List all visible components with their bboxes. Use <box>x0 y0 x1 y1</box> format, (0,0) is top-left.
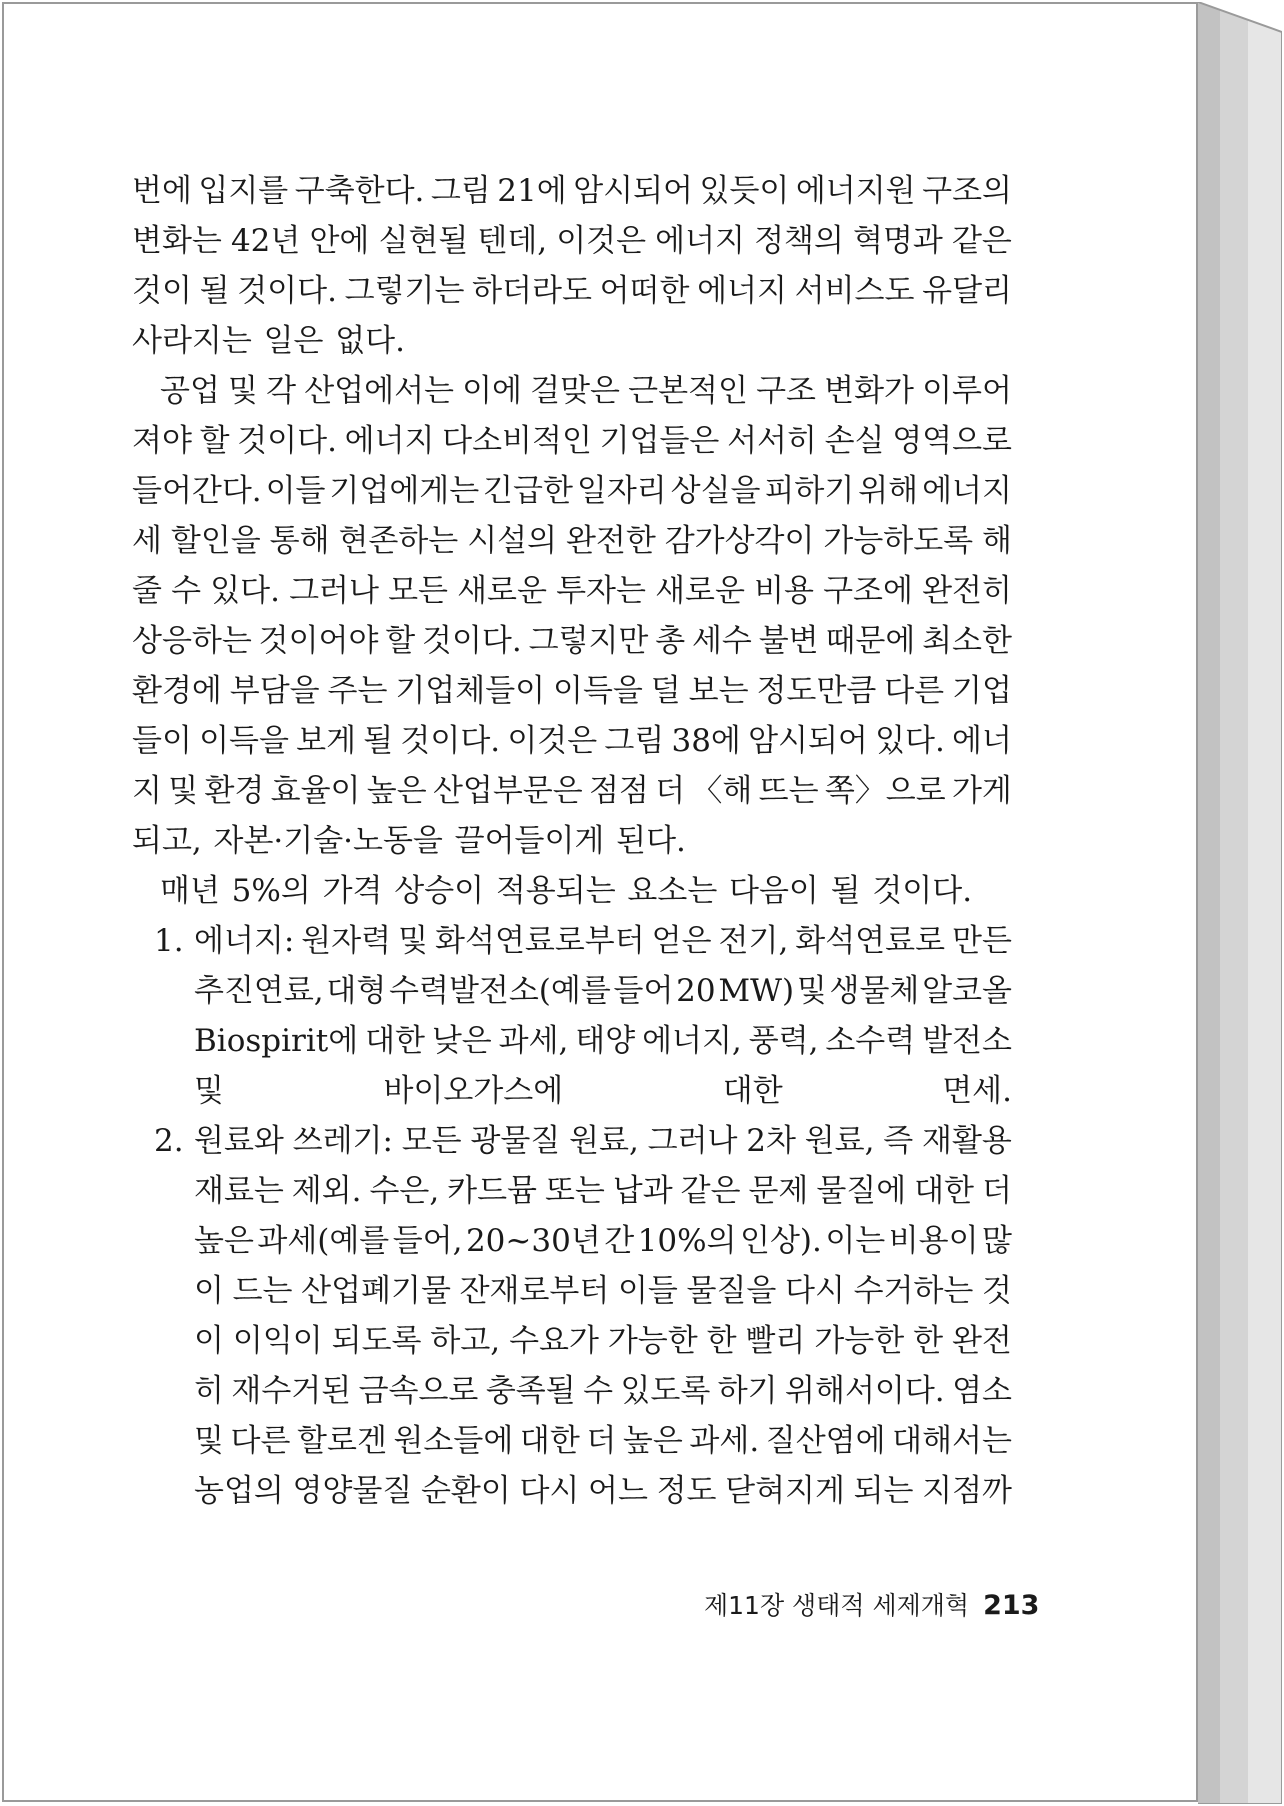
word: 기업 <box>952 673 1012 709</box>
word: 대한 <box>365 1023 425 1059</box>
word: 환경 <box>204 773 265 809</box>
word: 피하기 <box>764 473 855 509</box>
word: 산업에서는 <box>304 373 454 409</box>
word: 요소는 <box>627 873 718 909</box>
word: 발전소 <box>922 1023 1012 1059</box>
word: 구조에 <box>823 573 913 609</box>
text-line <box>132 416 1012 466</box>
word: 다소비적인 <box>442 423 592 459</box>
word: 이 <box>194 1323 224 1359</box>
word: 하고, <box>430 1323 501 1359</box>
word: 다음이 <box>729 873 819 909</box>
word: 원료, <box>804 1123 875 1159</box>
word: 그러나 <box>647 1123 738 1159</box>
word: 20~30년 <box>465 1223 601 1259</box>
word: 이들 <box>265 473 326 509</box>
word: 가게 <box>951 773 1012 809</box>
word: 현존하는 <box>338 523 459 559</box>
word: 정도 <box>656 1473 717 1509</box>
word: 것이다. <box>237 273 337 309</box>
word: 에너지 <box>344 423 435 459</box>
word: 쪽〉으로 <box>824 773 946 809</box>
word: 시설의 <box>467 523 558 559</box>
word: 할로겐 <box>297 1423 387 1459</box>
word: 높은 <box>366 773 427 809</box>
word: 주는 <box>327 673 388 709</box>
word: 및 <box>398 923 429 959</box>
word: 제외. <box>291 1173 362 1209</box>
word: 및 <box>168 773 199 809</box>
word: 바이오가스에 <box>383 1073 564 1109</box>
word: 총 <box>655 623 686 659</box>
running-footer <box>704 1586 1040 1622</box>
word: 에너지 <box>655 223 745 259</box>
word: 및 <box>228 373 258 409</box>
word: 될 <box>199 273 230 309</box>
text-line <box>132 166 1012 216</box>
word: 히 <box>194 1373 224 1409</box>
word: 변화는 <box>132 223 222 259</box>
word: 추진연료, <box>194 973 324 1009</box>
word: 번에 <box>132 173 192 209</box>
word: 상응하는 <box>132 623 252 659</box>
list-item-line <box>132 966 1012 1016</box>
word: 더 <box>981 1173 1012 1209</box>
word: 감가상각이 <box>664 523 815 559</box>
word: 납과 <box>612 1173 673 1209</box>
word: 얻은 <box>651 923 712 959</box>
word: 들어 <box>613 973 674 1009</box>
word: 닫혀지게 <box>725 1473 845 1509</box>
word: 어떠한 <box>599 273 690 309</box>
word: 실현될 <box>378 223 469 259</box>
word: 화석연료로부터 <box>435 923 645 959</box>
word: 카드뮴 <box>447 1173 537 1209</box>
word: 되도록 <box>331 1323 422 1359</box>
word: 보게 <box>296 723 357 759</box>
word: 것이어야 <box>258 623 379 659</box>
list-item-line <box>132 1066 1012 1116</box>
word: 기업에게는 <box>329 473 480 509</box>
word: 에너지 <box>697 273 787 309</box>
word: 같은 <box>680 1173 741 1209</box>
list-lead: 1. 에너지: <box>154 916 294 966</box>
word: 혁명과 <box>853 223 943 259</box>
word: 손실 <box>824 423 885 459</box>
word: 순환이 <box>420 1473 511 1509</box>
word: 것이다. <box>237 423 337 459</box>
word: 및 <box>194 1423 224 1459</box>
word: 가격 <box>322 873 383 909</box>
word: 줄 <box>132 573 162 609</box>
word: 암시되어 <box>573 173 693 209</box>
word: 기업들은 <box>599 423 720 459</box>
word: 염소 <box>952 1373 1012 1409</box>
word: 38에 <box>671 723 741 759</box>
word: 할인을 <box>170 523 261 559</box>
word: 질산염에 <box>765 1423 886 1459</box>
word: 수요가 <box>509 1323 599 1359</box>
word: 끌어들이게 <box>454 823 605 859</box>
word: 없다. <box>335 323 405 359</box>
word: 가능한 <box>814 1323 905 1359</box>
word: 또는 <box>544 1173 605 1209</box>
word: 대한 <box>519 1423 580 1459</box>
word: 만든 <box>952 923 1012 959</box>
word: 공업 <box>160 373 220 409</box>
word: 정도만큼 <box>756 673 877 709</box>
word: 재활용 <box>922 1123 1012 1159</box>
word: 것이다. <box>872 873 973 909</box>
chapter-title: 제11장 생태적 세제개혁 <box>704 1591 970 1620</box>
word: 완전한 <box>565 523 656 559</box>
word: 높은 <box>194 1223 254 1259</box>
word: 이에 <box>462 373 523 409</box>
word: MW) <box>718 973 795 1009</box>
word: 되는 <box>853 1473 914 1509</box>
word: 지 <box>132 773 162 809</box>
word: 과세(예를 <box>257 1223 390 1259</box>
text-line <box>132 566 1012 616</box>
word: 들이 <box>132 723 192 759</box>
word: 재료는 <box>194 1173 284 1209</box>
book-edge <box>1198 2 1282 1804</box>
word: 다시 <box>785 1273 845 1309</box>
word: 많 <box>982 1223 1012 1259</box>
word: 더 <box>655 773 686 809</box>
word: 화석연료로 <box>795 923 946 959</box>
word: 서비스도 <box>794 273 915 309</box>
word: 되고, <box>132 823 202 859</box>
word: 있도록 <box>620 1373 711 1409</box>
word: 될 <box>363 723 394 759</box>
word: 텐데, <box>477 223 548 259</box>
word: 통해 <box>269 523 330 559</box>
list-item-line <box>132 1366 1012 1416</box>
word: 다른 <box>884 673 945 709</box>
word: 영역으로 <box>892 423 1012 459</box>
list-item-first-line <box>132 1116 1012 1166</box>
word: 들어간다. <box>132 473 262 509</box>
word: 이것은 <box>507 723 598 759</box>
word: 있다. <box>210 573 280 609</box>
list-item-line <box>132 1466 1012 1516</box>
word: 덜 <box>650 673 681 709</box>
text-line <box>132 516 1012 566</box>
word: 낮은 <box>431 1023 492 1059</box>
word: 수거하는 <box>853 1273 974 1309</box>
list-lead: 2. 원료와 <box>154 1116 284 1166</box>
word: 10%의 <box>637 1223 737 1259</box>
word: 이익이 <box>232 1323 323 1359</box>
text-line <box>132 366 1012 416</box>
word: 생물체 <box>829 973 920 1009</box>
list-item-line <box>132 1166 1012 1216</box>
list-item-line <box>132 1316 1012 1366</box>
word: 수력발전소(예를 <box>389 973 611 1009</box>
book-page <box>2 2 1198 1802</box>
word: 수 <box>171 573 202 609</box>
word: 간 <box>604 1223 635 1259</box>
word: 어느 <box>588 1473 648 1509</box>
word: 21에 <box>497 173 567 209</box>
word: 드는 <box>232 1273 293 1309</box>
word: 에너지, <box>642 1023 742 1059</box>
word: 이는 <box>825 1223 886 1259</box>
word: 있듯이 <box>699 173 790 209</box>
word: 금속으로 <box>358 1373 479 1409</box>
word: 과세. <box>689 1423 760 1459</box>
list-item-line <box>132 1416 1012 1466</box>
word: 모든 <box>388 573 448 609</box>
word: 같은 <box>951 223 1012 259</box>
word: 위해서이다. <box>785 1373 945 1409</box>
word: 안에 <box>309 223 370 259</box>
word: 광물질 <box>470 1123 561 1159</box>
word: 효율이 <box>270 773 361 809</box>
word: 산업폐기물 <box>301 1273 451 1309</box>
word: 긴급한 <box>483 473 573 509</box>
word: 원자력 <box>301 923 392 959</box>
word: 하더라도 <box>472 273 592 309</box>
word: 할 <box>385 623 416 659</box>
word: 재수거된 <box>231 1373 352 1409</box>
word: 물질을 <box>686 1273 777 1309</box>
word: 매년 <box>160 873 220 909</box>
word: 원소들에 <box>393 1423 514 1459</box>
word: 최소한 <box>922 623 1012 659</box>
word: 세 <box>132 523 162 559</box>
word: 서서히 <box>727 423 817 459</box>
word: 될 <box>830 873 861 909</box>
word: 그림 <box>604 723 665 759</box>
word: 근본적인 <box>628 373 748 409</box>
word: 들어, <box>392 1223 463 1259</box>
word: 대한 <box>722 1073 783 1109</box>
word: 그렇지만 <box>528 623 649 659</box>
word: 다시 <box>519 1473 580 1509</box>
text-line <box>132 816 1012 866</box>
text-line <box>132 616 1012 666</box>
word: 자본·기술·노동을 <box>213 823 443 859</box>
word: 상승이 <box>394 873 485 909</box>
word: 구축한다. <box>294 173 425 209</box>
word: 이들 <box>617 1273 678 1309</box>
text-line <box>132 766 1012 816</box>
word: 있다. <box>875 723 945 759</box>
word: 모든 <box>401 1123 462 1159</box>
word: 비용 <box>754 573 814 609</box>
list-item-first-line <box>132 916 1012 966</box>
word: 에너 <box>952 723 1012 759</box>
word: 및 <box>796 973 827 1009</box>
word: 이 <box>194 1273 224 1309</box>
word: 대형 <box>326 973 387 1009</box>
word: 투자는 <box>556 573 646 609</box>
word: 정책의 <box>754 223 844 259</box>
word: 그러나 <box>289 573 379 609</box>
word: 2차 <box>746 1123 796 1159</box>
word: 태양 <box>575 1023 636 1059</box>
word: 가능한 <box>607 1323 698 1359</box>
word: 새로운 <box>457 573 547 609</box>
word: 하기 <box>717 1373 778 1409</box>
word: 환경에 <box>132 673 222 709</box>
word: 가능하도록 <box>823 523 974 559</box>
word: 불변 <box>758 623 819 659</box>
word: 원료, <box>569 1123 639 1159</box>
text-line <box>132 866 1012 916</box>
word: 한 <box>913 1323 944 1359</box>
word: 대해서는 <box>892 1423 1012 1459</box>
word: 영양물질 <box>292 1473 413 1509</box>
word: 전기, <box>718 923 789 959</box>
word: 된다. <box>616 823 686 859</box>
word: 더 <box>586 1423 617 1459</box>
text-line <box>132 266 1012 316</box>
word: 비용이 <box>888 1223 979 1259</box>
word: 이득을 <box>199 723 289 759</box>
word: 5%의 <box>231 873 311 909</box>
list-number: 1. <box>154 923 184 959</box>
list-item-line <box>132 1216 1012 1266</box>
word: 〈해 <box>691 773 753 809</box>
word: 잔재로부터 <box>459 1273 610 1309</box>
word: 암시되어 <box>748 723 868 759</box>
page-number: 213 <box>983 1590 1040 1621</box>
word: 쓰레기: <box>292 1123 393 1159</box>
word: 한 <box>706 1323 737 1359</box>
word: 걸맞은 <box>530 373 620 409</box>
word: 기업체들이 <box>395 673 546 709</box>
text-line <box>132 216 1012 266</box>
word: 세수 <box>691 623 752 659</box>
word: 수은, <box>369 1173 440 1209</box>
list-item-line <box>132 1266 1012 1316</box>
word: 문제 <box>748 1173 809 1209</box>
word: 유달리 <box>922 273 1012 309</box>
word: 산업부문은 <box>432 773 583 809</box>
word: 점점 <box>588 773 649 809</box>
word: 완전 <box>951 1323 1012 1359</box>
word: 인상). <box>740 1223 822 1259</box>
word: 입지를 <box>198 173 289 209</box>
text-line <box>132 466 1012 516</box>
word: 및 <box>194 1073 224 1109</box>
word: 알코올 <box>922 973 1012 1009</box>
word: 충족될 <box>485 1373 576 1409</box>
word: 빨리 <box>745 1323 806 1359</box>
word: 풍력, <box>748 1023 819 1059</box>
word: 물질에 <box>816 1173 907 1209</box>
word: 보는 <box>688 673 749 709</box>
word: 20 <box>676 973 716 1009</box>
word: 각 <box>266 373 297 409</box>
word: 구조 <box>756 373 816 409</box>
word: 농업의 <box>194 1473 284 1509</box>
word: 소수력 <box>825 1023 916 1059</box>
word: 부담을 <box>229 673 320 709</box>
text-line <box>132 316 1012 366</box>
text-line <box>132 666 1012 716</box>
word: 뜨는 <box>758 773 819 809</box>
word: 에너지원 <box>795 173 916 209</box>
word: 적용되는 <box>495 873 616 909</box>
text-line <box>132 716 1012 766</box>
word: 것이 <box>132 273 192 309</box>
word: 이루어 <box>922 373 1012 409</box>
word: 지점까 <box>922 1473 1012 1509</box>
word: 구조의 <box>922 173 1012 209</box>
word: 이것은 <box>556 223 647 259</box>
word: 것이다. <box>400 723 501 759</box>
word: 것이다. <box>422 623 522 659</box>
word: 에너지 <box>922 473 1012 509</box>
word: 상실을 <box>670 473 761 509</box>
word: 과세, <box>498 1023 569 1059</box>
word: 일자리 <box>576 473 667 509</box>
word: 면세. <box>942 1073 1012 1109</box>
word: 즉 <box>883 1123 914 1159</box>
body-text <box>132 166 1012 1516</box>
word: 때문에 <box>825 623 916 659</box>
word: 완전히 <box>922 573 1012 609</box>
word: 새로운 <box>655 573 745 609</box>
list-number: 2. <box>154 1123 184 1159</box>
word: Biospirit에 <box>194 1023 359 1059</box>
word: 대한 <box>914 1173 974 1209</box>
word: 위해 <box>858 473 919 509</box>
word: 일은 <box>263 323 324 359</box>
list-item-line <box>132 1016 1012 1066</box>
word: 그렇기는 <box>344 273 465 309</box>
word: 수 <box>583 1373 614 1409</box>
word: 해 <box>982 523 1012 559</box>
word: 것 <box>982 1273 1012 1309</box>
word: 변화가 <box>824 373 914 409</box>
word: 높은 <box>622 1423 683 1459</box>
word: 그림 <box>430 173 491 209</box>
word: 할 <box>199 423 230 459</box>
word: 사라지는 <box>132 323 252 359</box>
word: 져야 <box>132 423 192 459</box>
word: 42년 <box>230 223 301 259</box>
word: 다른 <box>230 1423 291 1459</box>
word: 이득을 <box>553 673 643 709</box>
